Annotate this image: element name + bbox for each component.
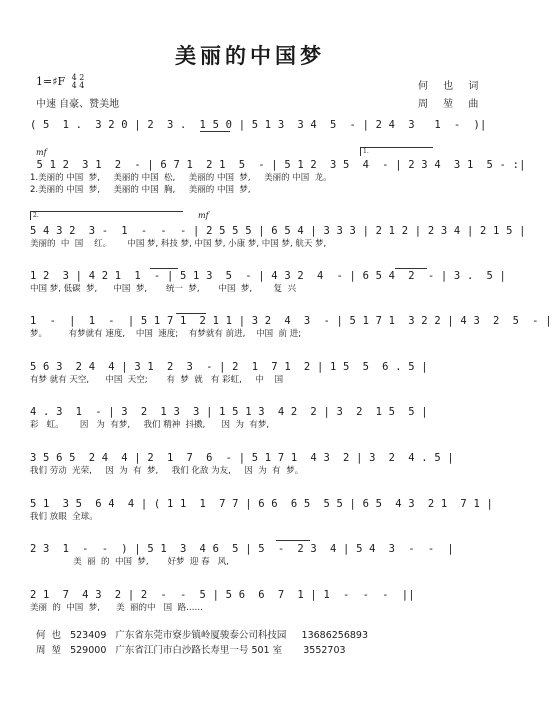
music-system-8 [30, 497, 494, 523]
notation-line: 5 4 3 2 3 - 1 - - - | 2 5 5 5 | 6 5 4 | 3 3 3 | 2 1 2 | 2 3 4 | 2 1 5 | [30, 225, 526, 237]
notation-line: 1 - | 1 - | 5 1 7 1 2 1 1 | 3 2 4 3 - | 5 1 7 1 3 2 2 | 4 3 2 5 - | [30, 315, 552, 327]
music-system-1 [30, 158, 526, 196]
lyric-line: 美 丽 的 中国 梦, 好梦 迎 春 风, [30, 557, 229, 567]
volta-bracket-1 [360, 147, 433, 156]
volta-label-1: 1. [363, 148, 369, 155]
lyric-line: 有梦 就有 天空, 中国 天空; 有 梦 就 有 彩虹, 中 国 [30, 375, 284, 385]
dynamic-mf-2: mf [198, 211, 209, 220]
lyric-line: 中国 梦, 低碳 梦, 中国 梦, 统一 梦, 中国 梦, 复 兴 [30, 284, 297, 294]
notation-line: 5 1 3 5 6 4 4 | ( 1 1 1 7 7 | 6 6 6 5 5 5 | 6 5 4 3 2 1 7 1 | [30, 498, 494, 510]
lyric-line: 美丽的 中 国 红。 中国 梦, 科技 梦, 中国 梦, 小康 梦, 中国 梦, 航天 梦, [30, 239, 327, 249]
music-system-6 [30, 405, 470, 431]
lyric-verse-1: 1.美丽的 中国 梦, 美丽的 中国 松, 美丽的 中国 梦, 美丽的 中国 龙。 [30, 173, 332, 183]
notation-line: ( 5 1 . 3 2 0 | 2 3 . 1 5 0 | 5 1 3 3 4 5 - | 2 4 3 1 - )| [30, 119, 487, 131]
key-signature [36, 74, 84, 90]
dynamic-mf: mf [36, 148, 47, 157]
music-system-9 [30, 542, 470, 568]
time-top: 4 2 [71, 73, 85, 82]
time-signature [72, 74, 85, 90]
lyric-line: 彩 虹。 因 为 有梦, 我们 精神 抖擞, 因 为 有梦, [30, 420, 270, 430]
music-system-2 [30, 224, 526, 250]
slur-mark [395, 268, 427, 269]
notation-line: 2 3 1 - - ) | 5 1 3 4 6 5 | 5 - 2 3 4 | 5 4 3 - - | [30, 543, 454, 555]
key-label: 1=♯F [36, 75, 66, 88]
music-system-4 [30, 314, 552, 340]
lyric-verse-2: 2.美丽的 中国 梦, 美丽的 中国 胸, 美丽的 中国 梦, [30, 185, 251, 195]
notation-line: 1 2 3 | 4 2 1 1 - | 5 1 3 5 - | 4 3 2 4 - | 6 5 4 2 - | 3 . 5 | [30, 270, 507, 282]
contact-composer: 周 堃 529000 广东省江门市白沙路长寿里一号 501 室 3552703 [36, 645, 346, 656]
notation-line: 2 1 7 4 3 2 | 2 - - 5 | 5 6 6 7 1 | 1 - - - || [30, 589, 415, 601]
music-system-3 [30, 269, 507, 295]
music-system-intro [30, 118, 487, 132]
slur-mark [200, 131, 230, 132]
tempo-marking: 中速 自豪、赞美地 [36, 99, 120, 110]
lyric-line: 美丽 的 中国 梦, 美 丽的中 国 路…… [30, 603, 204, 613]
lyricist-credit: 何 也 词 [418, 81, 485, 92]
notation-line: 5 1 2 3 1 2 - | 6 7 1 2 1 5 - | 5 1 2 3 5 4 - | 2 3 4 3 1 5 - :| [30, 159, 526, 171]
slur-mark [276, 540, 310, 541]
composer-credit: 周 堃 曲 [418, 99, 485, 110]
lyric-line: 我们 放眼 全球。 [30, 512, 98, 522]
music-system-7 [30, 451, 470, 477]
notation-line: 3 5 6 5 2 4 4 | 2 1 7 6 - | 5 1 7 1 4 3 2 | 3 2 4 . 5 | [30, 452, 454, 464]
music-system-5 [30, 360, 470, 386]
notation-line: 5 6 3 2 4 4 | 3 1 2 3 - | 2 1 7 1 2 | 1 5 5 6 . 5 | [30, 361, 428, 373]
volta-label-2: 2. [33, 212, 39, 219]
song-title: 美丽的中国梦 [175, 44, 325, 68]
lyric-line: 梦。 有梦就有 速度, 中国 速度; 有梦就有 前进, 中国 前 进; [30, 329, 302, 339]
slur-mark [176, 313, 206, 314]
music-system-10 [30, 588, 470, 614]
volta-bracket-2 [30, 211, 183, 220]
slur-mark [150, 268, 178, 269]
notation-line: 4 . 3 1 - | 3 2 1 3 3 | 1 5 1 3 4 2 2 | 3 2 1 5 5 | [30, 406, 428, 418]
lyric-line: 我们 劳动 光荣, 因 为 有 梦, 我们 化敌 为友, 因 为 有 梦。 [30, 466, 304, 476]
contact-lyricist: 何 也 523409 广东省东莞市寮步镇岭厦骏泰公司科技园 13686256893 [36, 630, 369, 641]
time-bottom: 4 4 [71, 81, 85, 90]
